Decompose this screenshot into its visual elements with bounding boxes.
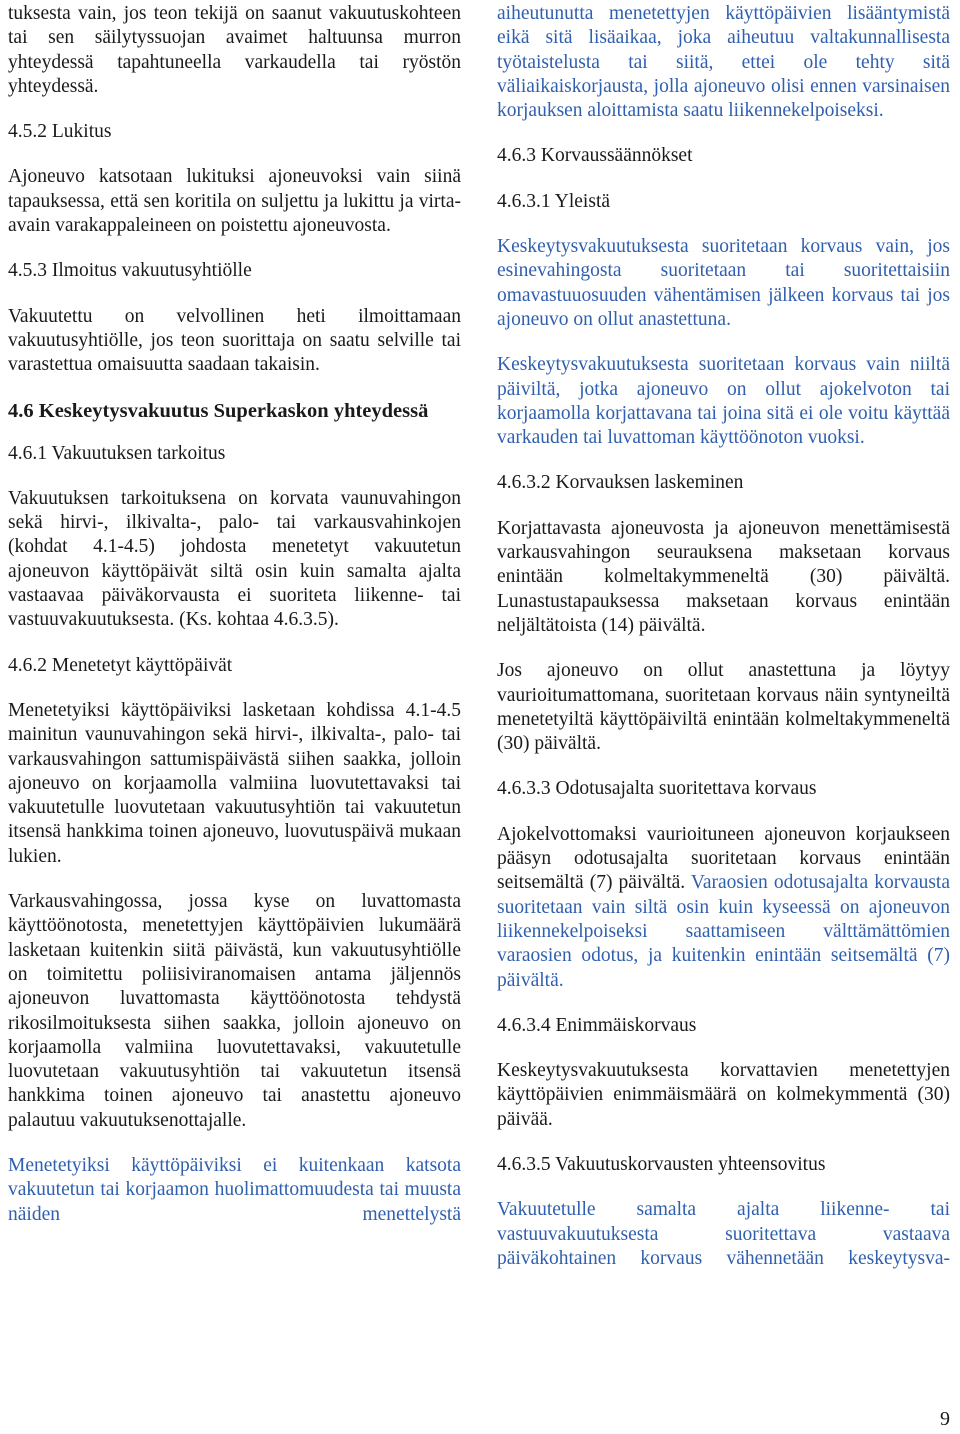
page-number: 9 [940,1408,950,1430]
heading-4-6-3-5: 4.6.3.5 Vakuutuskorvausten yhteensovitus [497,1153,826,1175]
paragraph-4-6-3-2-b: Jos ajoneuvo on ollut anastettuna ja löytyy vaurioitumattomana, suoritetaan korvaus näin syntyneiltä menetetyiltä käyttöpäiviltä enintään kolmeltakymmeneltä (30) päivältä. [497,660,950,755]
paragraph-4-6-3-3 [497,823,950,993]
heading-4-6-1: 4.6.1 Vakuutuksen tarkoitus [8,442,226,464]
continued-paragraph: aiheutunutta menetettyjen käyttöpäivien lisääntymistä eikä sitä lisäaikaa, joka aiheutuu valtakunnallisesta työtaistelusta tai siitä, ettei ole tehty sitä väliaikaiskorjausta, jolla ajoneuvo olisi ennen varsinaisen korjauksen aloittamista saatu liikennekelpoiseksi. [497,3,950,122]
heading-4-6-2: 4.6.2 Menetetyt käyttöpäivät [8,654,233,676]
paragraph-4-6-3-1-a: Keskeytysvakuutuksesta suoritetaan korvaus vain, jos esinevahingosta suoritetaan tai suoritettaisiin omavastuuosuuden vähentämisen jälkeen korvaus tai jos ajoneuvo on ollut anastettuna. [497,236,950,330]
paragraph-4-6-2-a: Menetetyiksi käyttöpäiviksi lasketaan kohdissa 4.1-4.5 mainitun vaunuvahingon sekä hirvi-, ilkivalta-, palo- tai varkausvahingon sattumispäivästä siihen saakka, jolloin ajoneuvo on korjaamolla valmiina luovutettavaksi tai vakuutetulle luovutetaan vakuutusyhtiön tai vakuutetun itsensä hankkima toinen ajoneuvo, luovutuspäivä mukaan lukien. [8,699,461,867]
paragraph-4-6-3-5: Vakuutetulle samalta ajalta liikenne- tai vastuuvakuutuksesta suoritettava vastaava päiväkohtainen korvaus vähennetään keskeytysva- [497,1199,950,1269]
paragraph-4-6-3-4: Keskeytysvakuutuksesta korvattavien menetettyjen käyttöpäivien enimmäismäärä on kolmekymmentä (30) päivää. [497,1060,950,1130]
paragraph-4-6-2-b: Varkausvahingossa, jossa kyse on luvattomasta käyttöönotosta, menetettyjen käyttöpäivien lukumäärä lasketaan kuitenkin siitä päivästä, kun vakuutusyhtiölle on toimitettu poliisiviranomaisen antama jäljennös ajoneuvon luvattomasta käyttöönotosta tehdystä rikosilmoituksesta siihen saakka, jolloin ajoneuvo on korjaamolla valmiina luovutettavaksi, vakuutetulle luovutetaan vakuutusyhtiön tai vakuutetun itsensä hankkima toinen ajoneuvo tai anastettu ajoneuvo palautuu vakuutuksenottajalle. [8,891,461,1131]
intro-paragraph: tuksesta vain, jos teon tekijä on saanut vakuutuskohteen tai sen säilytyssuojan avaimet haltuunsa murron yhteydessä tapahtuneella varkaudella tai ryöstön yhteydessä. [8,3,461,97]
paragraph-4-6-3-3-blue: Varaosien odotusajalta korvausta suoritetaan vain siltä osin kuin kyseessä on ajoneuvon liikennekelpoiseksi saattamiseen välttämättömien varaosien odotus, ja kuitenkin enintään seitsemältä (7) päivältä. [497,872,951,991]
heading-4-6-3-1: 4.6.3.1 Yleistä [497,190,611,212]
paragraph-4-6-3-1-b: Keskeytysvakuutuksesta suoritetaan korvaus vain niiltä päiviltä, jotka ajoneuvo on ollut ajokelvoton tai korjaamolla korjattavana tai joina sitä ei ole voitu käyttää varkauden tai luvattoman käyttöönoton vuoksi. [497,354,950,449]
paragraph-4-6-3-3-black: Ajokelvottomaksi vaurioituneen ajoneuvon korjaukseen pääsyn odotusajalta suoritetaan korvaus enintään seitsemältä (7) päivältä. [497,823,950,894]
paragraph-4-5-3: Vakuutettu on velvollinen heti ilmoittamaan vakuutusyhtiölle, jos teon suorittaja on saatu selville tai varastettua omaisuutta saadaan takaisin. [8,305,461,376]
heading-4-5-2: 4.5.2 Lukitus [8,121,112,143]
heading-4-6-3-3: 4.6.3.3 Odotusajalta suoritettava korvaus [497,778,817,800]
heading-4-6-3-4: 4.6.3.4 Enimmäiskorvaus [497,1014,697,1036]
right-column [497,0,950,1292]
heading-4-6-3-2: 4.6.3.2 Korvauksen laskeminen [497,472,744,494]
heading-4-5-3: 4.5.3 Ilmoitus vakuutusyhtiölle [8,260,252,282]
heading-4-6: 4.6 Keskeytysvakuutus Superkaskon yhteydessä [8,399,429,422]
paragraph-4-6-3-2-a: Korjattavasta ajoneuvosta ja ajoneuvon menettämisestä varkausvahingon seurauksena maksetaan korvaus enintään kolmeltakymmeneltä (30) päivältä. Lunastustapauksessa maksetaan korvaus enintään neljältätoista (14) päivältä. [497,517,950,636]
paragraph-4-6-2-c: Menetetyiksi käyttöpäiviksi ei kuitenkaan katsota vakuutetun tai korjaamon huolimattomuudesta tai muusta näiden menettelystä [8,1154,461,1225]
heading-4-6-3: 4.6.3 Korvaussäännökset [497,145,693,167]
left-column [8,0,461,1248]
paragraph-4-6-1: Vakuutuksen tarkoituksena on korvata vaunuvahingon sekä hirvi-, ilkivalta-, palo- tai varkausvahinkojen (kohdat 4.1-4.5) johdosta menetetyt vakuutetun ajoneuvon käyttöpäivät siltä osin kuin samalta ajalta vastaavaa päiväkorvausta ei suoriteta liikenne- tai vastuuvakuutuksesta. (Ks. kohtaa 4.6.3.5). [8,487,461,631]
paragraph-4-5-2: Ajoneuvo katsotaan lukituksi ajoneuvoksi vain siinä tapauksessa, että sen koritila on suljettu ja lukittu ja virta-avain varakappaleineen on poistettu ajoneuvosta. [8,166,461,237]
